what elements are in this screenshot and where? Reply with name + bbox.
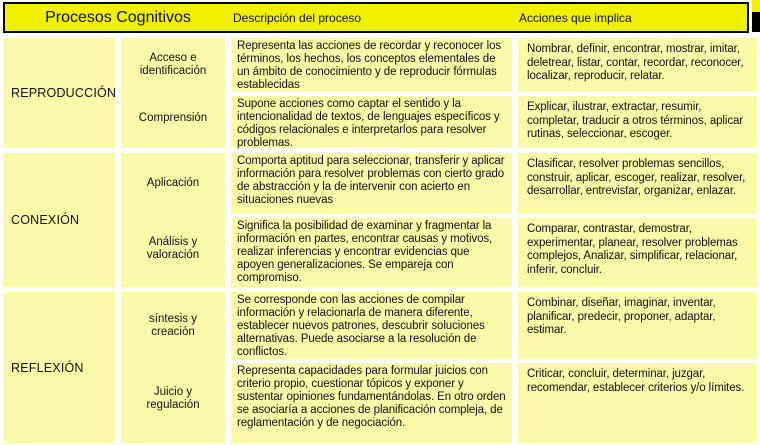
subprocess-column <box>121 38 225 148</box>
subprocess-name: Acceso e identificación <box>139 52 207 77</box>
subprocess-name: síntesis y creación <box>149 312 197 338</box>
table-header <box>3 2 749 33</box>
description-column <box>231 38 512 148</box>
actions-cell: Comparar, contrastar, demostrar, experimentar, planear, resolver problemas complejos, Analizar, simplificar, relacionar, inferir, concluir. <box>518 218 757 287</box>
actions-column <box>518 153 757 287</box>
process-group-reproduccion <box>3 38 757 148</box>
subprocess-name: Análisis y valoración <box>146 235 200 261</box>
subprocess-column <box>121 153 225 287</box>
header-description: Descripción del proceso <box>233 10 362 25</box>
process-name-cell <box>3 38 115 148</box>
description-cell: Supone acciones como captar el sentido y la intencionalidad de textos, de lenguajes específicos y códigos relacionales e interpretarlos para resolver problemas. <box>231 96 512 148</box>
description-cell: Representa las acciones de recordar y reconocer los términos, los hechos, los conceptos elementales de un ámbito de conocimiento y de reproducir fórmulas establecidas <box>231 38 512 92</box>
description-cell: Comporta aptitud para seleccionar, transferir y aplicar información para resolver problemas con cierto grado de abstracción y la de intervenir con acierto en situaciones nuevas <box>231 153 512 214</box>
actions-cell: Explicar, ilustrar, extractar, resumir, completar, traducir a otros términos, aplicar rutinas, seleccionar, escoger. <box>518 96 757 148</box>
description-column <box>231 153 512 287</box>
subprocess-name: Aplicación <box>146 177 200 189</box>
subprocess-name: Comprensión <box>138 111 208 124</box>
description-cell: Significa la posibilidad de examinar y fragmentar la información en partes, encontrar causas y motivos, realizar inferencias y encontrar evidencias que apoyen generalizaciones. Se empareja con compromiso. <box>231 218 512 287</box>
actions-column <box>518 38 757 148</box>
description-column <box>231 292 512 443</box>
actions-column <box>518 292 757 443</box>
process-group-conexion <box>3 153 757 287</box>
process-name: REPRODUCCIÓN <box>11 86 117 100</box>
process-name: CONEXIÓN <box>11 213 80 227</box>
description-cell: Se corresponde con las acciones de compilar información y relacionarla de manera diferente, establecer nuevos patrones, descubrir soluciones alternativas. Puede asociarse a la resolución de conflictos. <box>231 292 512 359</box>
subprocess-name: Juicio y regulación <box>146 386 200 411</box>
actions-cell: Combinar, diseñar, imaginar, inventar, planificar, predecir, proponer, adaptar, estimar. <box>518 292 757 359</box>
actions-cell: Criticar, concluir, determinar, juzgar, recomendar, establecer criterios y/o límites. <box>518 363 757 443</box>
description-cell: Representa capacidades para formular juicios con criterio propio, cuestionar tópicos y exponer y sustentar opiniones fundamentándolas. En otro orden se asociaría a acciones de planificación compleja, de reglamentación y de negociación. <box>231 363 512 443</box>
corner-artifact <box>752 0 760 32</box>
process-group-reflexion <box>3 292 757 443</box>
actions-cell: Clasificar, resolver problemas sencillos, construir, aplicar, escoger, realizar, resolver, desarrollar, entrevistar, organizar, enlazar. <box>518 153 757 214</box>
process-name: REFLEXIÓN <box>11 360 84 375</box>
actions-cell: Nombrar, definir, encontrar, mostrar, imitar, deletrear, listar, contar, recordar, reconocer, localizar, reproducir, relatar. <box>518 38 757 92</box>
subprocess-column <box>121 292 225 443</box>
process-name-cell <box>3 153 115 287</box>
header-actions: Acciones que implica <box>519 10 632 25</box>
process-name-cell <box>3 292 115 443</box>
header-processes: Procesos Cognitivos <box>45 8 191 26</box>
